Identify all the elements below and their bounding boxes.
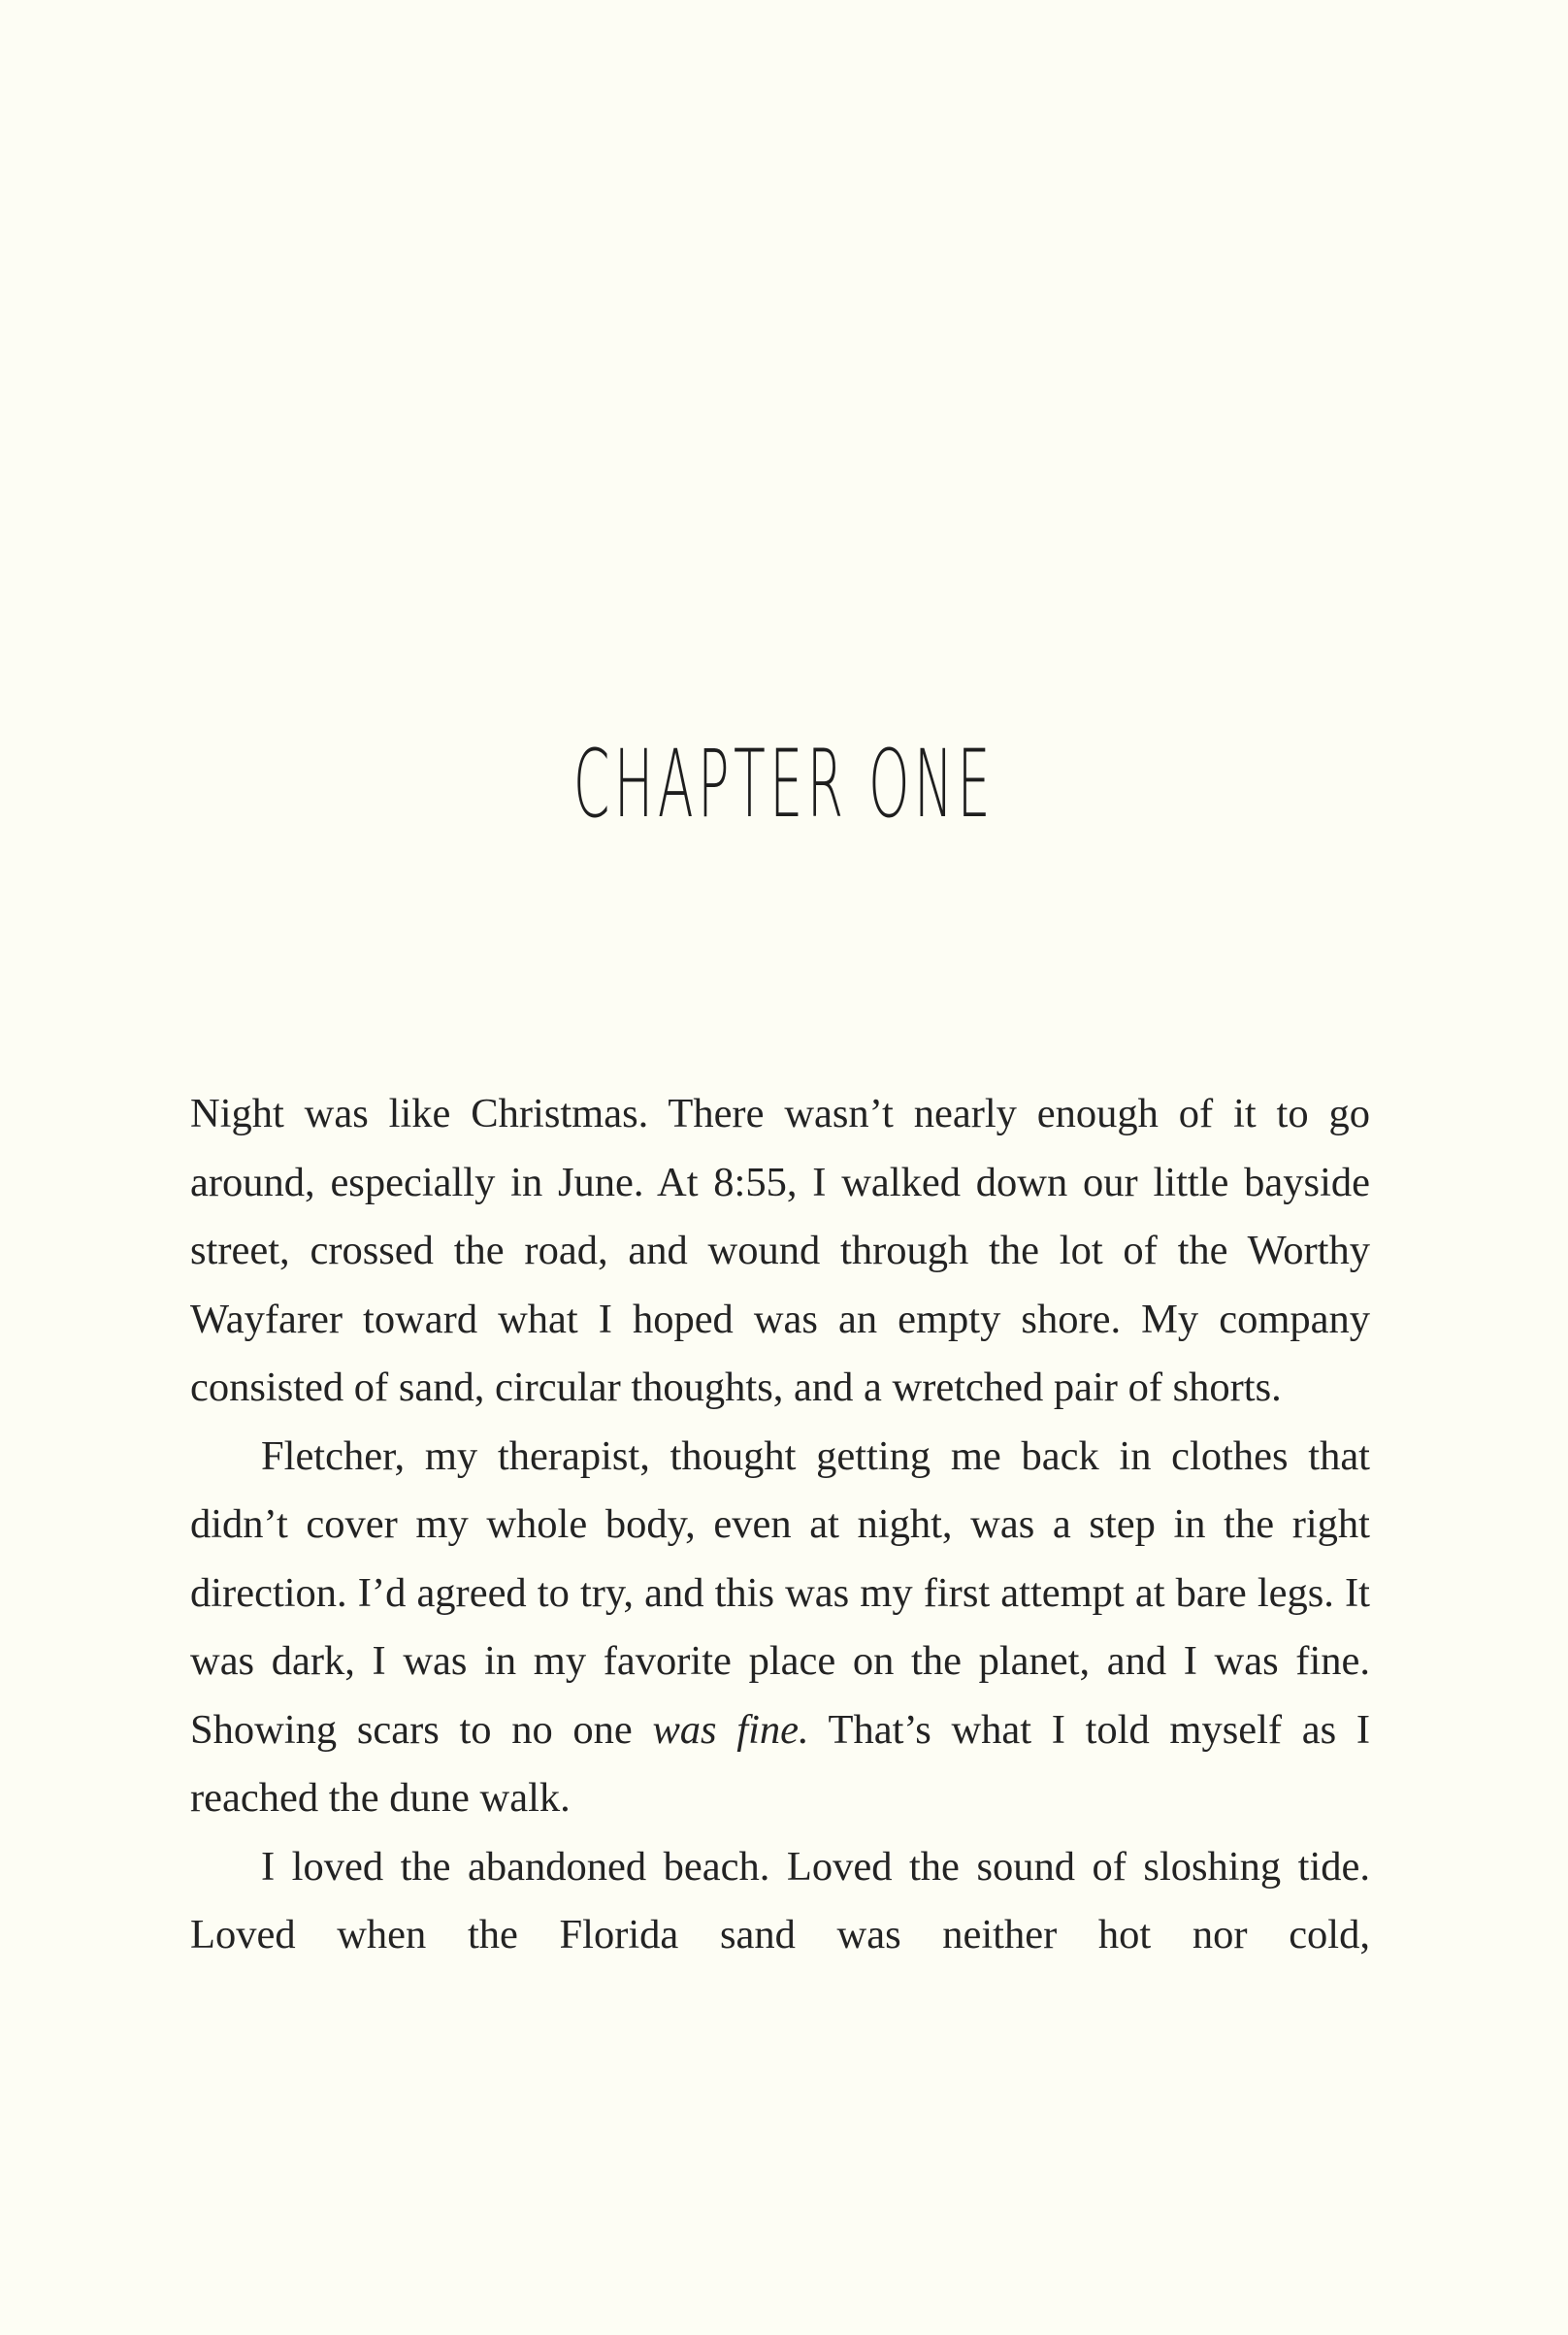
- chapter-body: [190, 1080, 1370, 1970]
- paragraph-2-emphasis: was fine.: [652, 1706, 809, 1753]
- paragraph-2-text-end: That’s what I told myself as I reached the dune walk.: [190, 1706, 1370, 1821]
- chapter-heading: CHAPTER ONE: [572, 730, 996, 839]
- paragraph-2: [190, 1423, 1370, 1833]
- paragraph-3: I loved the abandoned beach. Loved the sound of sloshing tide. Loved when the Florida sand was neither hot nor cold,: [190, 1843, 1370, 1957]
- paragraph-2-text-start: Fletcher, my therapist, thought getting me back in clothes that didn’t cover my whole body, even at night, was a step in the right direction. I’d agreed to try, and this was my first attempt at bare legs. It was dark, I was in my favorite place on the planet, and I was fine. Showing scars to no one: [190, 1432, 1370, 1753]
- paragraph-1: Night was like Christmas. There wasn’t nearly enough of it to go around, especially in June. At 8:55, I walked down our little bayside street, crossed the road, and wound through the lot of the Worthy Wayfarer toward what I hoped was an empty shore. My company consisted of sand, circular thoughts, and a wretched pair of shorts.: [190, 1091, 1370, 1410]
